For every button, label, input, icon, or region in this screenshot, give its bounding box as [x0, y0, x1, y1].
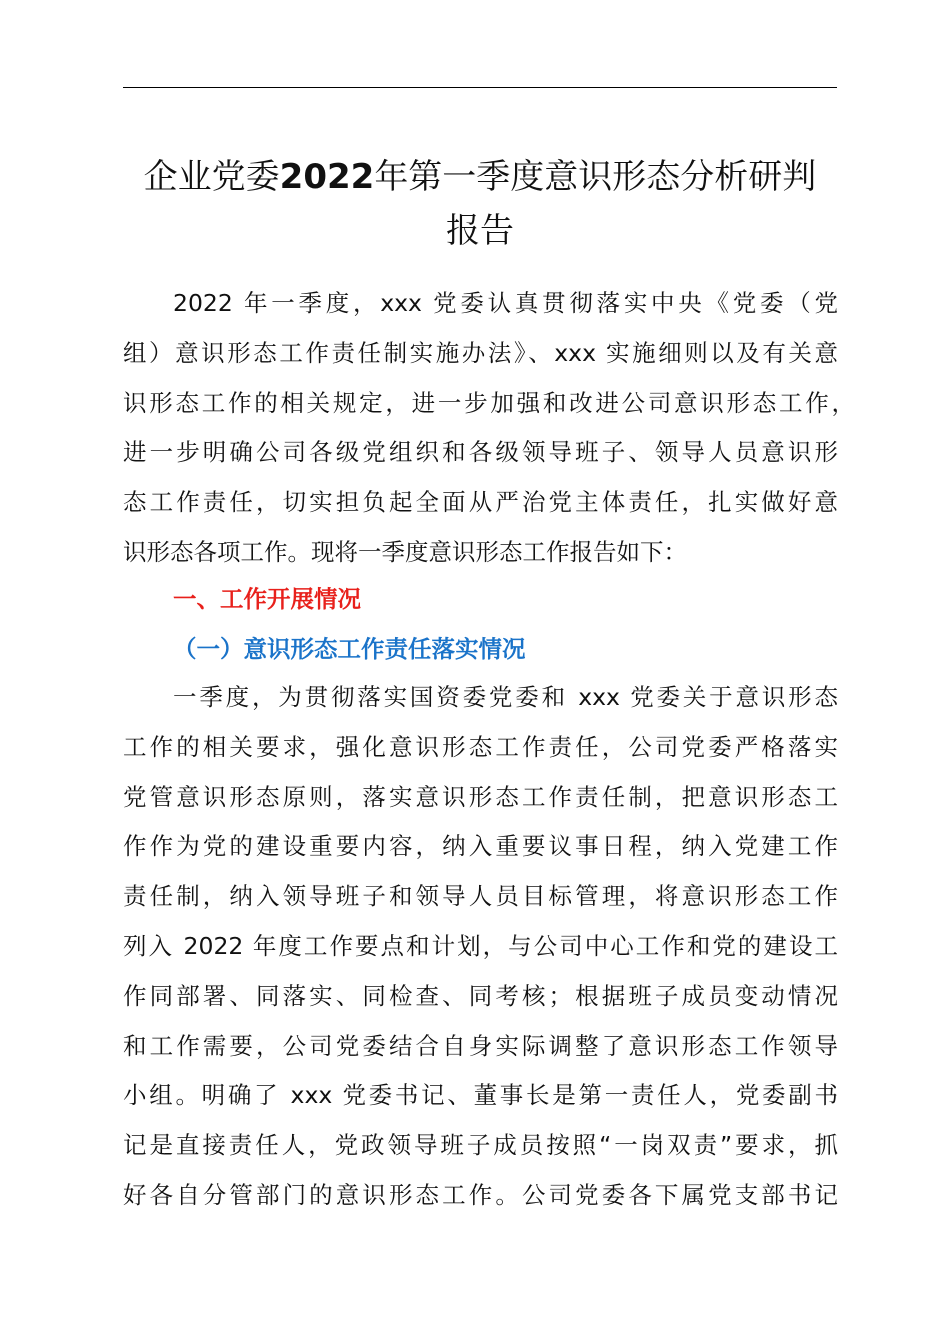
text-line: 责任制，纳入领导班子和领导人员目标管理，将意识形态工作 [123, 882, 838, 911]
title-line-1: 企业党委2022年第一季度意识形态分析研判 [143, 157, 817, 197]
header-rule [123, 87, 837, 88]
text-line: 作作为党的建设重要内容，纳入重要议事日程，纳入党建工作 [123, 832, 838, 861]
intro-paragraph [123, 279, 855, 578]
document-title [110, 150, 850, 258]
text-line: 一季度，为贯彻落实国资委党委和 xxx 党委关于意识形态 [173, 683, 838, 711]
section-paragraph [123, 673, 843, 1221]
text-line: 识形态各项工作。现将一季度意识形态工作报告如下： [123, 537, 687, 566]
text-line: 记是直接责任人，党政领导班子成员按照“一岗双责”要求，抓 [123, 1131, 838, 1160]
text-line: 好各自分管部门的意识形态工作。公司党委各下属党支部书记 [123, 1180, 838, 1209]
subsection-heading: （一）意识形态工作责任落实情况 [173, 635, 526, 663]
text-line: 进一步明确公司各级党组织和各级领导班子、领导人员意识形 [123, 438, 838, 467]
text-line: 列入 2022 年度工作要点和计划，与公司中心工作和党的建设工 [123, 931, 838, 960]
text-line: 作同部署、同落实、同检查、同考核；根据班子成员变动情况 [123, 981, 838, 1010]
section-heading: 一、工作开展情况 [173, 585, 361, 613]
text-line: 和工作需要，公司党委结合自身实际调整了意识形态工作领导 [123, 1031, 838, 1060]
text-line: 小组。明确了 xxx 党委书记、董事长是第一责任人，党委副书 [123, 1081, 838, 1110]
text-line: 2022 年一季度，xxx 党委认真贯彻落实中央《党委（党 [173, 289, 838, 317]
text-line: 态工作责任，切实担负起全面从严治党主体责任，扎实做好意 [123, 488, 838, 517]
title-line-2: 报告 [446, 211, 514, 251]
text-line: 工作的相关要求，强化意识形态工作责任，公司党委严格落实 [123, 732, 838, 761]
text-line: 识形态工作的相关规定，进一步加强和改进公司意识形态工作， [123, 388, 855, 417]
text-line: 组）意识形态工作责任制实施办法》、xxx 实施细则以及有关意 [123, 338, 838, 367]
text-line: 党管意识形态原则，落实意识形态工作责任制，把意识形态工 [123, 782, 838, 811]
